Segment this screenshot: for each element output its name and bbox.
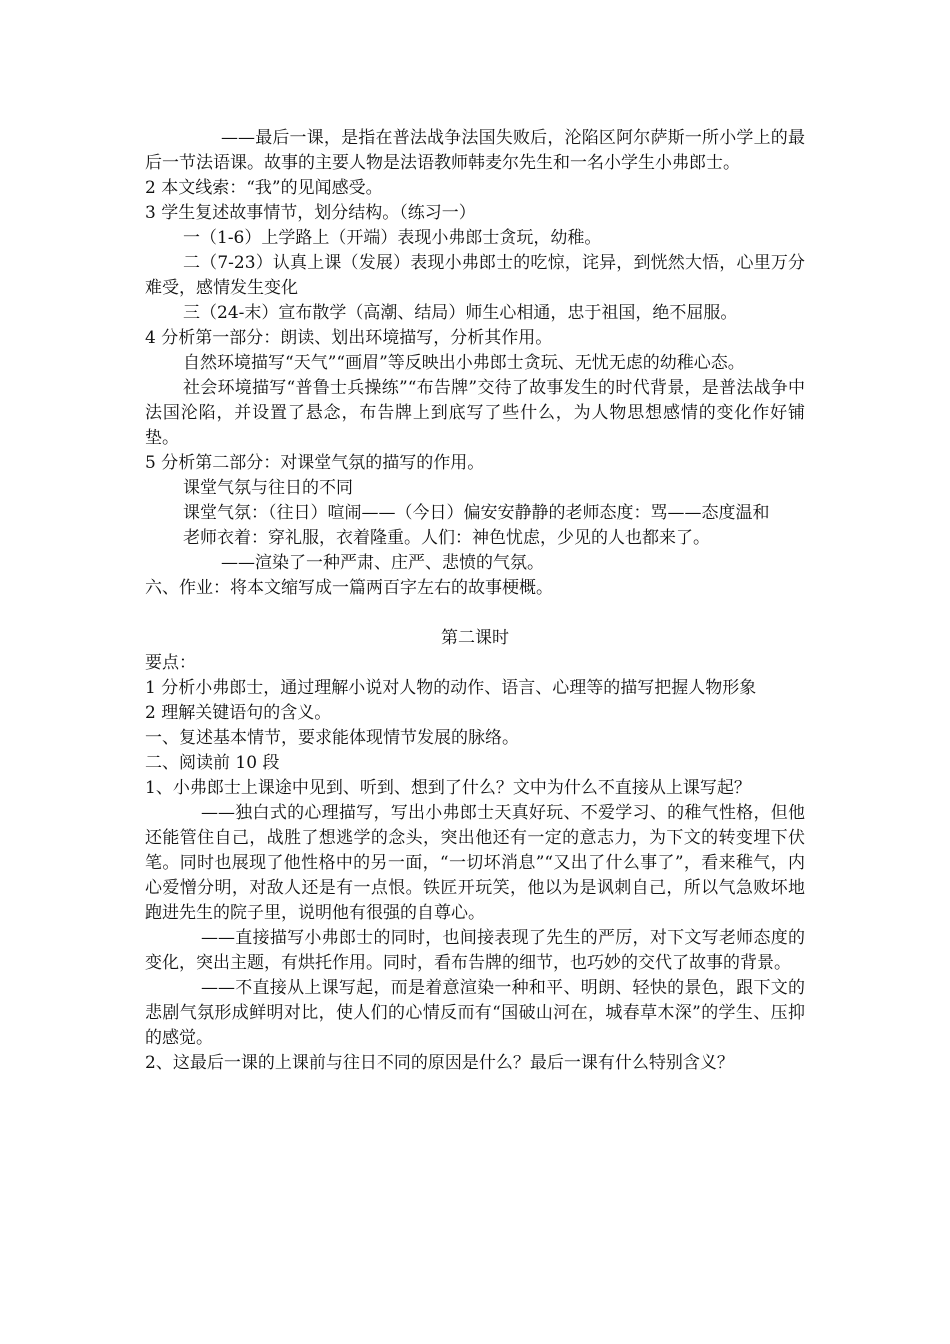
paragraph: 课堂气氛与往日的不同 — [183, 478, 353, 498]
paragraph: 要点： — [145, 653, 196, 673]
paragraph: 5 分析第二部分：对课堂气氛的描写的作用。 — [145, 453, 485, 473]
paragraph: 一、复述基本情节，要求能体现情节发展的脉络。 — [145, 728, 519, 748]
paragraph: 二（7-23）认真上课（发展）表现小弗郎士的吃惊，诧异，到恍然大悟，心里万分难受，感情发生变化 — [145, 253, 805, 298]
spacer — [145, 601, 805, 626]
section-heading: 第二课时 — [441, 628, 509, 648]
paragraph: 2 本文线索：“我”的见闻感受。 — [145, 178, 383, 198]
paragraph: ——最后一课，是指在普法战争法国失败后，沦陷区阿尔萨斯一所小学上的最后一节法语课。故事的主要人物是法语教师韩麦尔先生和一名小学生小弗郎士。 — [145, 128, 805, 173]
paragraph: ——不直接从上课写起，而是着意渲染一种和平、明朗、轻快的景色，跟下文的悲剧气氛形成鲜明对比，使人们的心情反而有“国破山河在，城春草木深”的学生、压抑的感觉。 — [145, 978, 805, 1048]
paragraph: 自然环境描写“天气”“画眉”等反映出小弗郎士贪玩、无忧无虑的幼稚心态。 — [183, 353, 745, 373]
paragraph: 一（1-6）上学路上（开端）表现小弗郎士贪玩，幼稚。 — [183, 228, 602, 248]
paragraph: 4 分析第一部分：朗读、划出环境描写，分析其作用。 — [145, 328, 553, 348]
paragraph: 3 学生复述故事情节，划分结构。（练习一） — [145, 203, 476, 223]
paragraph: 课堂气氛：（往日）喧闹——（今日）偏安安静静的老师态度：骂——态度温和 — [183, 503, 770, 523]
paragraph: 社会环境描写“普鲁士兵操练”“布告牌”交待了故事发生的时代背景，是普法战争中法国沦陷，并设置了悬念，布告牌上到底写了些什么，为人物思想感情的变化作好铺垫。 — [145, 378, 805, 448]
paragraph: 二、阅读前 10 段 — [145, 753, 280, 773]
paragraph: 六、作业：将本文缩写成一篇两百字左右的故事梗概。 — [145, 578, 553, 598]
paragraph: 1 分析小弗郎士，通过理解小说对人物的动作、语言、心理等的描写把握人物形象 — [145, 678, 757, 698]
paragraph: 1、小弗郎士上课途中见到、听到、想到了什么？文中为什么不直接从上课写起？ — [145, 778, 751, 798]
paragraph: ——直接描写小弗郎士的同时，也间接表现了先生的严厉，对下文写老师态度的变化，突出主题，有烘托作用。同时，看布告牌的细节，也巧妙的交代了故事的背景。 — [145, 928, 805, 973]
paragraph: 2、这最后一课的上课前与往日不同的原因是什么？最后一课有什么特别含义？ — [145, 1053, 734, 1073]
paragraph: 老师衣着：穿礼服，衣着隆重。人们：神色忧虑，少见的人也都来了。 — [183, 528, 710, 548]
document-body — [145, 126, 805, 1076]
paragraph: ——渲染了一种严肃、庄严、悲愤的气氛。 — [221, 553, 544, 573]
paragraph: ——独白式的心理描写，写出小弗郎士天真好玩、不爱学习、的稚气性格，但他还能管住自己，战胜了想逃学的念头，突出他还有一定的意志力，为下文的转变埋下伏笔。同时也展现了他性格中的另一面，“一切坏消息”“又出了什么事了”，看来稚气，内心爱憎分明，对敌人还是有一点恨。铁匠开玩笑，他以为是讽刺自己，所以气急败坏地跑进先生的院子里，说明他有很强的自尊心。 — [145, 803, 805, 923]
paragraph: 2 理解关键语句的含义。 — [145, 703, 332, 723]
paragraph: 三（24-末）宣布散学（高潮、结局）师生心相通，忠于祖国，绝不屈服。 — [183, 303, 738, 323]
